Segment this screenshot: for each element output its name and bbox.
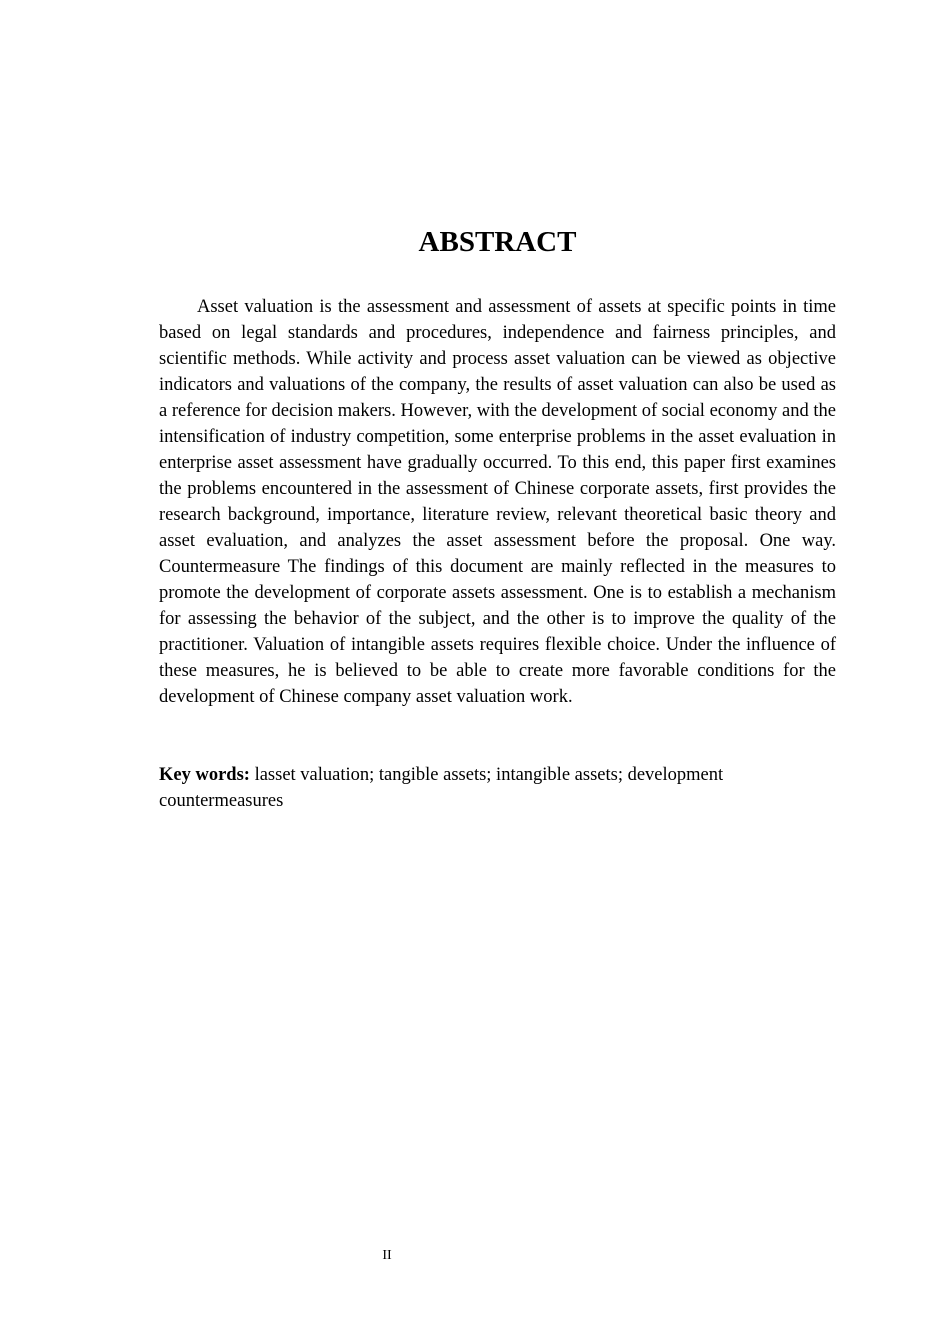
keywords-line: [159, 762, 759, 814]
page-number: II: [382, 1248, 392, 1263]
keywords-value: lasset valuation; tangible assets; intangible assets; development countermeasures: [159, 765, 724, 811]
page-title: ABSTRACT: [418, 226, 577, 258]
keywords-label: Key words:: [159, 765, 250, 785]
abstract-paragraph: Asset valuation is the assessment and assessment of assets at specific points in time based on legal standards and procedures, independence and fairness principles, and scientific methods. While activity and process asset valuation can be viewed as objective indicators and valuations of the company, the results of asset valuation can also be used as a reference for decision makers. However, with the development of social economy and the intensification of industry competition, some enterprise problems in the asset evaluation in enterprise asset assessment have gradually occurred. To this end, this paper first examines the problems encountered in the assessment of Chinese corporate assets, first provides the research background, importance, literature review, relevant theoretical basic theory and asset evaluation, and analyzes the asset assessment before the proposal. One way. Countermeasure The findings of this document are mainly reflected in the measures to promote the development of corporate assets assessment. One is to establish a mechanism for assessing the behavior of the subject, and the other is to improve the quality of the practitioner. Valuation of intangible assets requires flexible choice. Under the influence of these measures, he is believed to be able to create more favorable conditions for the development of Chinese company asset valuation work.: [159, 297, 836, 707]
